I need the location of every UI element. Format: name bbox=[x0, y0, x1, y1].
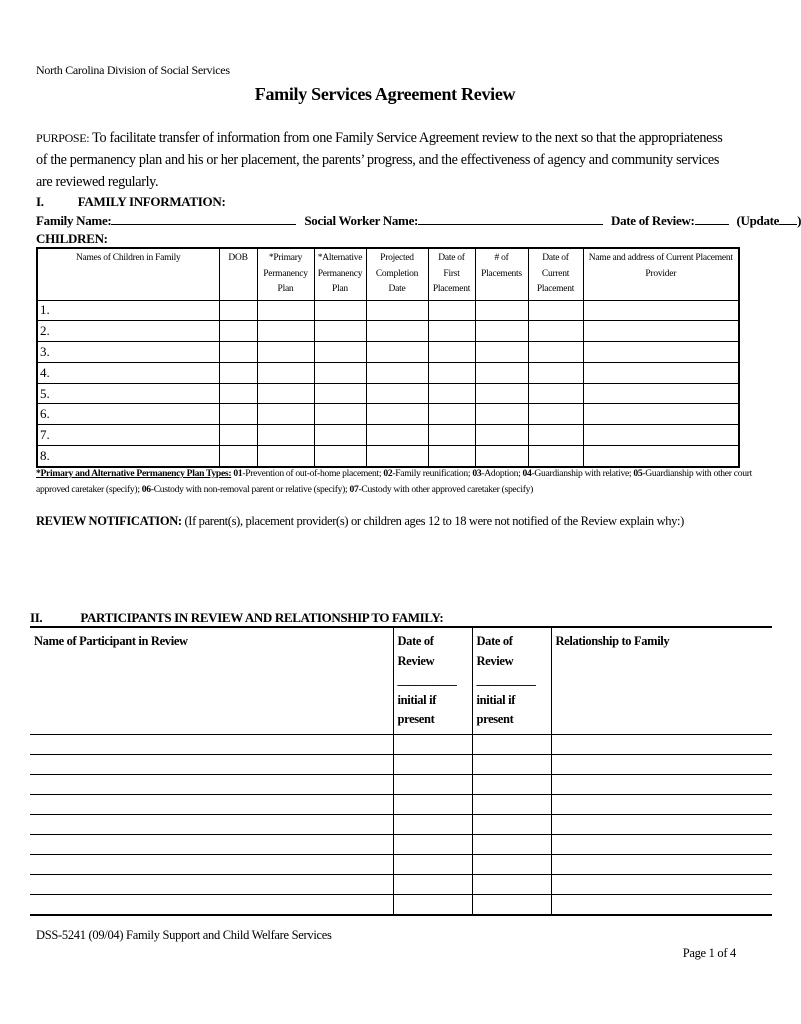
table-cell[interactable] bbox=[219, 362, 257, 383]
table-cell[interactable] bbox=[475, 446, 528, 467]
table-cell[interactable] bbox=[428, 362, 475, 383]
date-review-label: Date of Review bbox=[397, 634, 435, 668]
table-cell[interactable] bbox=[366, 362, 428, 383]
section-1-heading bbox=[36, 194, 226, 210]
participants-header-row bbox=[30, 627, 772, 734]
col-participant-name: Name of Participant in Review bbox=[30, 627, 393, 734]
table-cell[interactable] bbox=[428, 300, 475, 321]
plan-code: 01 bbox=[233, 468, 243, 479]
table-cell[interactable] bbox=[475, 300, 528, 321]
agency-name: North Carolina Division of Social Services bbox=[36, 63, 230, 77]
section-2-heading bbox=[30, 610, 443, 626]
table-cell[interactable] bbox=[30, 794, 393, 814]
table-row bbox=[30, 774, 772, 794]
table-cell[interactable] bbox=[393, 754, 472, 774]
children-header-row bbox=[37, 248, 739, 300]
table-cell[interactable] bbox=[528, 446, 583, 467]
table-cell[interactable] bbox=[30, 734, 393, 754]
table-row bbox=[30, 794, 772, 814]
table-cell[interactable] bbox=[393, 854, 472, 874]
table-cell[interactable] bbox=[366, 446, 428, 467]
col-date-of-review-2 bbox=[472, 627, 551, 734]
table-cell[interactable] bbox=[257, 300, 314, 321]
date-of-review-field[interactable] bbox=[695, 212, 729, 225]
table-cell[interactable] bbox=[393, 794, 472, 814]
table-cell[interactable] bbox=[475, 321, 528, 342]
col-child-names: Names of Children in Family bbox=[37, 248, 219, 300]
plan-code: 06 bbox=[141, 484, 151, 495]
update-label: (Update bbox=[736, 213, 780, 228]
table-cell[interactable] bbox=[528, 300, 583, 321]
family-name-label: Family Name: bbox=[36, 213, 112, 228]
col-current-placement: Date of Current Placement bbox=[528, 248, 583, 300]
plan-types-label: *Primary and Alternative Permanency Plan Types: bbox=[36, 468, 232, 479]
section-1-title: FAMILY INFORMATION: bbox=[77, 194, 226, 209]
table-cell[interactable] bbox=[428, 321, 475, 342]
table-cell[interactable] bbox=[472, 794, 551, 814]
table-cell[interactable] bbox=[475, 404, 528, 425]
table-cell[interactable] bbox=[428, 404, 475, 425]
table-cell[interactable] bbox=[30, 774, 393, 794]
table-cell[interactable] bbox=[428, 425, 475, 446]
table-cell[interactable] bbox=[551, 774, 772, 794]
participants-table bbox=[30, 626, 772, 916]
children-label: CHILDREN: bbox=[36, 231, 108, 246]
table-cell[interactable] bbox=[314, 425, 366, 446]
plan-code: 04 bbox=[522, 468, 532, 479]
table-cell[interactable] bbox=[472, 854, 551, 874]
table-row bbox=[30, 854, 772, 874]
table-cell[interactable] bbox=[472, 874, 551, 894]
plan-code: 07 bbox=[349, 484, 359, 495]
table-cell[interactable] bbox=[583, 300, 739, 321]
section-2-number: II. bbox=[30, 610, 43, 625]
table-cell[interactable] bbox=[583, 321, 739, 342]
social-worker-field[interactable] bbox=[418, 212, 603, 225]
table-row bbox=[30, 754, 772, 774]
table-row bbox=[37, 342, 739, 363]
family-name-field[interactable] bbox=[111, 212, 296, 225]
table-cell[interactable] bbox=[428, 383, 475, 404]
plan-text: -Adoption; bbox=[481, 468, 523, 479]
child-row-number: 7. bbox=[37, 425, 219, 446]
review-notification bbox=[36, 514, 684, 529]
table-cell[interactable] bbox=[583, 342, 739, 363]
family-info-row bbox=[36, 212, 801, 229]
table-cell[interactable] bbox=[366, 342, 428, 363]
table-cell[interactable] bbox=[366, 383, 428, 404]
review-notification-text: (If parent(s), placement provider(s) or children ages 12 to 18 were not notified of the Review explain why:) bbox=[181, 514, 684, 528]
table-row bbox=[37, 300, 739, 321]
table-cell[interactable] bbox=[257, 342, 314, 363]
table-row bbox=[37, 425, 739, 446]
table-cell[interactable] bbox=[366, 321, 428, 342]
update-field[interactable] bbox=[779, 212, 797, 225]
table-cell[interactable] bbox=[366, 300, 428, 321]
table-cell[interactable] bbox=[257, 404, 314, 425]
table-cell[interactable] bbox=[30, 854, 393, 874]
table-cell[interactable] bbox=[528, 425, 583, 446]
child-row-number: 2. bbox=[37, 321, 219, 342]
plan-text: -Prevention of out-of-home placement; bbox=[242, 468, 384, 479]
child-row-number: 4. bbox=[37, 362, 219, 383]
table-cell[interactable] bbox=[393, 774, 472, 794]
table-cell[interactable] bbox=[219, 342, 257, 363]
form-footer: DSS-5241 (09/04) Family Support and Child Welfare Services bbox=[36, 928, 332, 942]
table-cell[interactable] bbox=[472, 834, 551, 854]
table-cell[interactable] bbox=[366, 425, 428, 446]
col-first-placement: Date of First Placement bbox=[428, 248, 475, 300]
date-review-initial: initial if present bbox=[397, 692, 437, 726]
table-cell[interactable] bbox=[257, 321, 314, 342]
date-review-blank: __________ bbox=[476, 673, 536, 687]
update-close: ) bbox=[797, 213, 801, 228]
col-alternative-plan: *Alternative Permanency Plan bbox=[314, 248, 366, 300]
plan-text: -Custody with other approved caretaker (specify) bbox=[358, 484, 534, 495]
table-cell[interactable] bbox=[528, 342, 583, 363]
table-cell[interactable] bbox=[30, 834, 393, 854]
date-review-label: Date of Review bbox=[476, 634, 514, 668]
table-cell[interactable] bbox=[314, 446, 366, 467]
child-row-number: 6. bbox=[37, 404, 219, 425]
plan-code: 05 bbox=[633, 468, 643, 479]
table-cell[interactable] bbox=[551, 754, 772, 774]
page-title: Family Services Agreement Review bbox=[254, 84, 516, 104]
page-number: Page 1 of 4 bbox=[682, 946, 736, 960]
child-row-number: 5. bbox=[37, 383, 219, 404]
table-cell[interactable] bbox=[393, 894, 472, 915]
table-cell[interactable] bbox=[219, 425, 257, 446]
table-cell[interactable] bbox=[472, 814, 551, 834]
table-cell[interactable] bbox=[219, 300, 257, 321]
table-cell[interactable] bbox=[583, 425, 739, 446]
table-cell[interactable] bbox=[393, 834, 472, 854]
table-row bbox=[37, 383, 739, 404]
table-row bbox=[30, 894, 772, 915]
table-cell[interactable] bbox=[219, 383, 257, 404]
col-num-placements: # of Placements bbox=[475, 248, 528, 300]
table-cell[interactable] bbox=[393, 874, 472, 894]
table-cell[interactable] bbox=[528, 404, 583, 425]
table-cell[interactable] bbox=[583, 404, 739, 425]
table-cell[interactable] bbox=[428, 342, 475, 363]
table-cell[interactable] bbox=[475, 425, 528, 446]
table-cell[interactable] bbox=[393, 814, 472, 834]
plan-text: -Guardianship with relative; bbox=[531, 468, 634, 479]
table-cell[interactable] bbox=[472, 774, 551, 794]
table-cell[interactable] bbox=[30, 814, 393, 834]
table-cell[interactable] bbox=[257, 383, 314, 404]
table-cell[interactable] bbox=[393, 734, 472, 754]
child-row-number: 3. bbox=[37, 342, 219, 363]
table-cell[interactable] bbox=[551, 794, 772, 814]
table-cell[interactable] bbox=[219, 404, 257, 425]
table-cell[interactable] bbox=[472, 734, 551, 754]
table-row bbox=[30, 874, 772, 894]
table-cell[interactable] bbox=[551, 874, 772, 894]
col-date-of-review-1 bbox=[393, 627, 472, 734]
table-cell[interactable] bbox=[219, 321, 257, 342]
date-of-review-label: Date of Review: bbox=[610, 213, 695, 228]
table-cell[interactable] bbox=[475, 342, 528, 363]
table-cell[interactable] bbox=[528, 321, 583, 342]
table-cell[interactable] bbox=[528, 383, 583, 404]
social-worker-label: Social Worker Name: bbox=[304, 213, 419, 228]
table-row bbox=[37, 446, 739, 467]
plan-types-note bbox=[36, 466, 764, 498]
table-cell[interactable] bbox=[30, 754, 393, 774]
table-cell[interactable] bbox=[30, 894, 393, 915]
table-cell[interactable] bbox=[314, 321, 366, 342]
review-notification-label: REVIEW NOTIFICATION: bbox=[36, 514, 182, 528]
table-row bbox=[30, 814, 772, 834]
table-cell[interactable] bbox=[428, 446, 475, 467]
date-review-blank: __________ bbox=[397, 673, 457, 687]
col-projected-completion: Projected Completion Date bbox=[366, 248, 428, 300]
col-dob: DOB bbox=[219, 248, 257, 300]
table-cell[interactable] bbox=[551, 894, 772, 915]
table-cell[interactable] bbox=[472, 754, 551, 774]
table-cell[interactable] bbox=[257, 446, 314, 467]
table-cell[interactable] bbox=[314, 342, 366, 363]
table-cell[interactable] bbox=[551, 814, 772, 834]
table-row bbox=[30, 734, 772, 754]
date-review-initial: initial if present bbox=[476, 692, 516, 726]
table-cell[interactable] bbox=[583, 446, 739, 467]
table-cell[interactable] bbox=[583, 383, 739, 404]
table-cell[interactable] bbox=[366, 404, 428, 425]
section-1-number: I. bbox=[36, 194, 44, 209]
table-row bbox=[37, 404, 739, 425]
plan-code: 03 bbox=[472, 468, 482, 479]
table-cell[interactable] bbox=[257, 425, 314, 446]
col-relationship: Relationship to Family bbox=[555, 634, 670, 648]
table-cell[interactable] bbox=[551, 834, 772, 854]
table-cell[interactable] bbox=[257, 362, 314, 383]
table-cell[interactable] bbox=[219, 446, 257, 467]
table-cell[interactable] bbox=[528, 362, 583, 383]
child-row-number: 1. bbox=[37, 300, 219, 321]
table-cell[interactable] bbox=[475, 383, 528, 404]
child-row-number: 8. bbox=[37, 446, 219, 467]
table-cell[interactable] bbox=[551, 734, 772, 754]
children-table bbox=[36, 247, 740, 468]
table-cell[interactable] bbox=[314, 362, 366, 383]
table-cell[interactable] bbox=[314, 383, 366, 404]
col-primary-plan: *Primary Permanency Plan bbox=[257, 248, 314, 300]
purpose-statement bbox=[36, 127, 736, 193]
table-row bbox=[30, 834, 772, 854]
plan-text: -Custody with non-removal parent or relative (specify); bbox=[150, 484, 350, 495]
section-2-title: PARTICIPANTS IN REVIEW AND RELATIONSHIP TO FAMILY: bbox=[80, 610, 444, 625]
table-cell[interactable] bbox=[314, 404, 366, 425]
table-cell[interactable] bbox=[583, 362, 739, 383]
plan-code: 02 bbox=[383, 468, 393, 479]
col-placement-provider: Name and address of Current Placement Provider bbox=[583, 248, 739, 300]
table-row bbox=[37, 362, 739, 383]
table-row bbox=[37, 321, 739, 342]
plan-text: -Family reunification; bbox=[392, 468, 473, 479]
table-cell[interactable] bbox=[475, 362, 528, 383]
table-cell[interactable] bbox=[472, 894, 551, 915]
purpose-label: PURPOSE: bbox=[36, 131, 90, 145]
plan-text: -Guardianship with other court approved caretaker (specify); bbox=[36, 468, 752, 495]
purpose-text: To facilitate transfer of information from one Family Service Agreement review to the next so that the appropriateness of the permanency plan and his or her placement, the parents’ progress, and the effectiveness of agency and community services are reviewed regularly. bbox=[36, 130, 723, 190]
table-cell[interactable] bbox=[551, 854, 772, 874]
table-cell[interactable] bbox=[30, 874, 393, 894]
table-cell[interactable] bbox=[314, 300, 366, 321]
